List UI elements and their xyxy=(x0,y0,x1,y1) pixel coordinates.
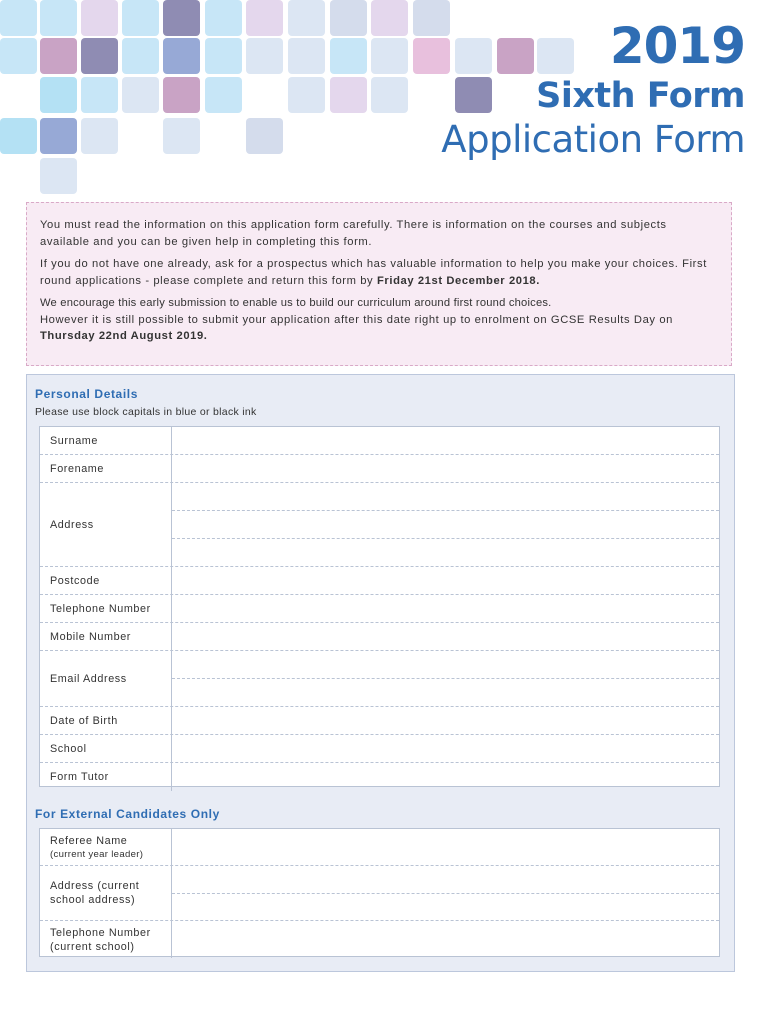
decorative-tile xyxy=(0,118,37,154)
dob-input[interactable] xyxy=(172,707,719,734)
notice-p2-text: If you do not have one already, ask for a prospectus which has valuable information to help you make your choices. First round applications - please complete and return this form by xyxy=(40,258,707,287)
decorative-tile xyxy=(81,77,118,113)
label-external-phone xyxy=(40,921,172,958)
decorative-tile xyxy=(40,118,77,154)
decorative-tile xyxy=(163,77,200,113)
label-external-address-line-1: Address (current xyxy=(50,880,140,892)
surname-input[interactable] xyxy=(172,427,719,454)
label-mobile: Mobile Number xyxy=(40,623,172,650)
form-panel xyxy=(26,374,735,972)
row-forename xyxy=(40,455,719,483)
label-postcode: Postcode xyxy=(40,567,172,594)
decorative-tile xyxy=(40,0,77,36)
telephone-input[interactable] xyxy=(172,595,719,622)
notice-p4-date: Thursday 22nd August 2019. xyxy=(40,330,208,342)
decorative-tile xyxy=(163,0,200,36)
label-external-phone-line-2: (current school) xyxy=(50,940,135,953)
row-postcode xyxy=(40,567,719,595)
mobile-input[interactable] xyxy=(172,623,719,650)
decorative-tile xyxy=(330,0,367,36)
row-external-phone xyxy=(40,921,719,958)
postcode-input[interactable] xyxy=(172,567,719,594)
label-external-address xyxy=(40,866,172,920)
label-dob: Date of Birth xyxy=(40,707,172,734)
decorative-tile xyxy=(122,38,159,74)
decorative-tile xyxy=(0,0,37,36)
decorative-tile xyxy=(288,0,325,36)
external-phone-input[interactable] xyxy=(172,921,719,958)
label-surname: Surname xyxy=(40,427,172,454)
address-line-2-input[interactable] xyxy=(172,511,719,539)
label-email: Email Address xyxy=(40,651,172,706)
notice-paragraph-2 xyxy=(40,256,718,289)
decorative-tile xyxy=(40,38,77,74)
decorative-tile xyxy=(163,38,200,74)
notice-box xyxy=(26,202,732,366)
title-sixth-form: Sixth Form xyxy=(536,76,745,116)
row-tutor xyxy=(40,763,719,791)
decorative-tile xyxy=(330,77,367,113)
row-dob xyxy=(40,707,719,735)
title-block xyxy=(441,18,745,162)
notice-paragraph-3: We encourage this early submission to enable us to build our curriculum around first round choices. xyxy=(40,297,552,309)
row-address xyxy=(40,483,719,567)
referee-input[interactable] xyxy=(172,829,719,865)
notice-paragraph-4 xyxy=(40,312,718,345)
label-referee-name: Referee Name xyxy=(50,834,128,847)
decorative-tile xyxy=(40,158,77,194)
external-candidates-table xyxy=(39,828,720,957)
external-candidates-heading: For External Candidates Only xyxy=(35,807,220,821)
label-external-address-line-2: school address) xyxy=(50,894,136,906)
row-mobile xyxy=(40,623,719,651)
decorative-tile xyxy=(371,38,408,74)
address-line-3-input[interactable] xyxy=(172,539,719,566)
label-external-phone-line-1: Telephone Number xyxy=(50,926,151,939)
decorative-tile xyxy=(0,38,37,74)
external-address-line-1-input[interactable] xyxy=(172,866,719,894)
label-address: Address xyxy=(40,483,172,566)
decorative-tile xyxy=(81,38,118,74)
row-telephone xyxy=(40,595,719,623)
decorative-tile xyxy=(371,0,408,36)
personal-details-table xyxy=(39,426,720,787)
decorative-tile xyxy=(40,77,77,113)
decorative-tile xyxy=(122,0,159,36)
tutor-input[interactable] xyxy=(172,763,719,791)
title-application-form: Application Form xyxy=(441,118,745,161)
personal-details-instructions: Please use block capitals in blue or black ink xyxy=(35,406,257,418)
notice-paragraph-1: You must read the information on this application form carefully. There is information on the courses and subjects available and you can be given help in completing this form. xyxy=(40,219,667,248)
decorative-tile xyxy=(205,77,242,113)
decorative-tile xyxy=(288,77,325,113)
label-forename: Forename xyxy=(40,455,172,482)
label-tutor: Form Tutor xyxy=(40,763,172,791)
decorative-tile xyxy=(288,38,325,74)
decorative-tile xyxy=(163,118,200,154)
row-surname xyxy=(40,427,719,455)
decorative-tile xyxy=(81,118,118,154)
decorative-tile xyxy=(246,38,283,74)
notice-p2-deadline: Friday 21st December 2018. xyxy=(376,274,540,287)
email-line-2-input[interactable] xyxy=(172,679,719,706)
row-school xyxy=(40,735,719,763)
decorative-tile xyxy=(205,0,242,36)
school-input[interactable] xyxy=(172,735,719,762)
label-telephone: Telephone Number xyxy=(40,595,172,622)
address-line-1-input[interactable] xyxy=(172,483,719,511)
label-referee-note: (current year leader) xyxy=(50,848,144,860)
email-line-1-input[interactable] xyxy=(172,651,719,679)
row-referee xyxy=(40,829,719,866)
personal-details-heading: Personal Details xyxy=(35,387,138,401)
decorative-tile xyxy=(205,38,242,74)
forename-input[interactable] xyxy=(172,455,719,482)
decorative-tile xyxy=(246,0,283,36)
label-referee xyxy=(40,829,172,865)
decorative-tile xyxy=(246,118,283,154)
row-external-address xyxy=(40,866,719,921)
decorative-tile xyxy=(81,0,118,36)
notice-p4-text: However it is still possible to submit your application after this date right up to enrolment on GCSE Results Day on xyxy=(40,313,673,326)
label-school: School xyxy=(40,735,172,762)
decorative-tile xyxy=(371,77,408,113)
decorative-tile xyxy=(122,77,159,113)
external-address-line-2-input[interactable] xyxy=(172,894,719,921)
row-email xyxy=(40,651,719,707)
decorative-tile xyxy=(330,38,367,74)
title-year: 2019 xyxy=(609,17,745,75)
